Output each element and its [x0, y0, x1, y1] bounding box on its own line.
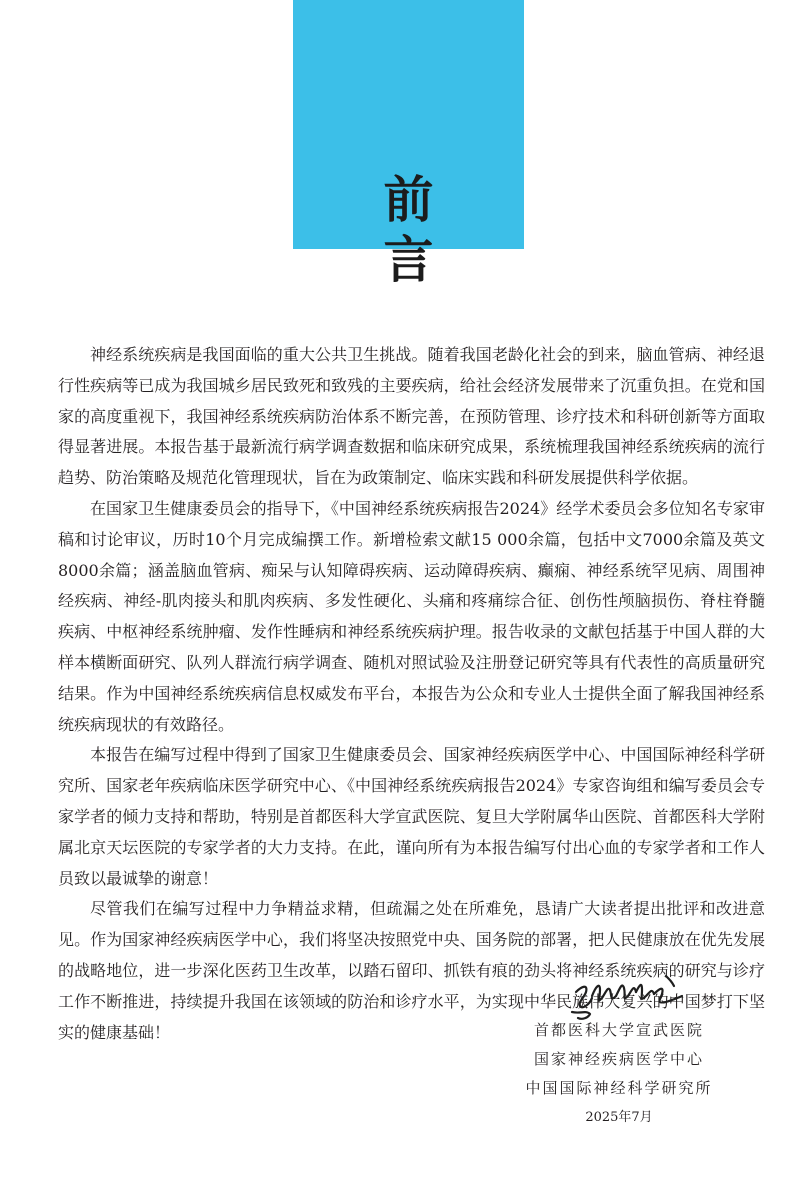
- page-title: 前 言: [383, 170, 564, 289]
- signature-date: 2025年7月: [585, 1110, 653, 1125]
- paragraph-2: 在国家卫生健康委员会的指导下，《中国神经系统疾病报告2024》经学术委员会多位知名专家审稿和讨论审议，历时10个月完成编撰工作。新增检索文献15 000余篇，包括中文7000余篇及英文8000余篇；涵盖脑血管病、痴呆与认知障碍疾病、运动障碍疾病、癫痫、神经系统罕见病、周围神经疾病、神经-肌肉接头和肌肉疾病、多发性硬化、头痛和疼痛综合征、创伤性颅脑损伤、脊柱脊髓疾病、中枢神经系统肿瘤、发作性睡病和神经系统疾病护理。报告收录的文献包括基于中国人群的大样本横断面研究、队列人群流行病学调查、随机对照试验及注册登记研究等具有代表性的高质量研究结果。作为中国神经系统疾病信息权威发布平台，本报告为公众和专业人士提供全面了解我国神经系统疾病现状的有效路径。: [58, 498, 765, 734]
- org-line-3: 中国国际神经科学研究所: [525, 1079, 713, 1097]
- org-line-1: 首都医科大学宣武医院: [533, 1021, 704, 1039]
- org-line-2: 国家神经疾病医学中心: [533, 1050, 704, 1068]
- signature-block: [512, 1016, 726, 1131]
- preface-body: [58, 340, 765, 1048]
- paragraph-1: 神经系统疾病是我国面临的重大公共卫生挑战。随着我国老龄化社会的到来，脑血管病、神经退行性疾病等已成为我国城乡居民致死和致残的主要疾病，给社会经济发展带来了沉重负担。在党和国家的高度重视下，我国神经系统疾病防治体系不断完善，在预防管理、诊疗技术和科研创新等方面取得显著进展。本报告基于最新流行病学调查数据和临床研究成果，系统梳理我国神经系统疾病的流行趋势、防治策略及规范化管理现状，旨在为政策制定、临床实践和科研发展提供科学依据。: [58, 345, 765, 488]
- paragraph-4: 尽管我们在编写过程中力争精益求精，但疏漏之处在所难免，恳请广大读者提出批评和改进意见。作为国家神经疾病医学中心，我们将坚决按照党中央、国务院的部署，把人民健康放在优先发展的战略地位，进一步深化医药卫生改革，以踏石留印、抓铁有痕的劲头将神经系统疾病的研究与诊疗工作不断推进，持续提升我国在该领域的防治和诊疗水平，为实现中华民族伟大复兴的中国梦打下坚实的健康基础！: [58, 899, 765, 1042]
- paragraph-3: 本报告在编写过程中得到了国家卫生健康委员会、国家神经疾病医学中心、中国国际神经科学研究所、国家老年疾病临床医学研究中心、《中国神经系统疾病报告2024》专家咨询组和编写委员会专家学者的倾力支持和帮助，特别是首都医科大学宣武医院、复旦大学附属华山医院、首都医科大学附属北京天坛医院的专家学者的大力支持。在此，谨向所有为本报告编写付出心血的专家学者和工作人员致以最诚挚的谢意！: [58, 745, 765, 888]
- title-banner: [293, 0, 564, 289]
